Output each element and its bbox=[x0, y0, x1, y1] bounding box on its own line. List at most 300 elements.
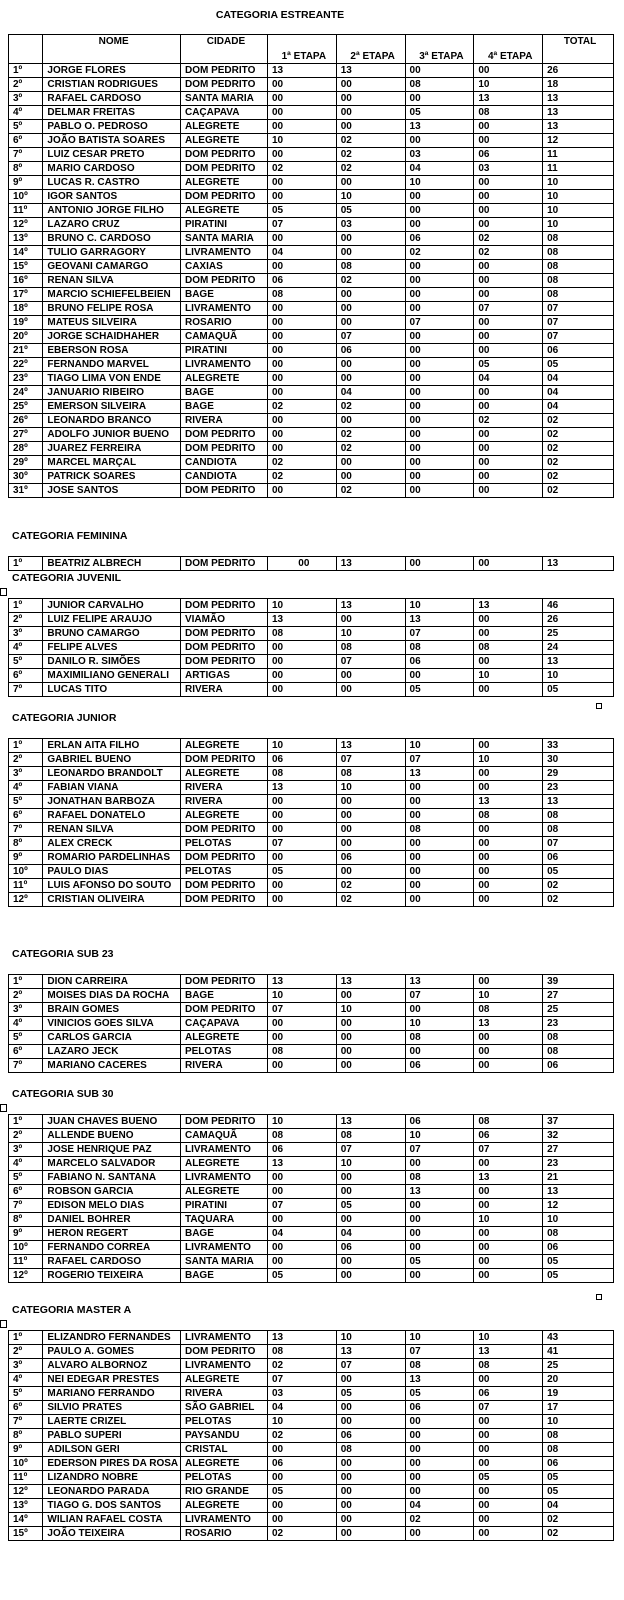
stage4-cell: 00 bbox=[474, 865, 543, 879]
table-row bbox=[9, 1443, 614, 1457]
stage3-cell: 00 bbox=[405, 288, 474, 302]
table-row bbox=[9, 1157, 614, 1171]
total-cell: 10 bbox=[543, 1415, 614, 1429]
table-row bbox=[9, 302, 614, 316]
stage3-cell: 00 bbox=[405, 1527, 474, 1541]
city-cell: BAGE bbox=[180, 989, 267, 1003]
name-cell: LEONARDO BRANDOLT bbox=[43, 767, 181, 781]
position-cell: 1º bbox=[9, 1331, 43, 1345]
category-title: CATEGORIA FEMININA bbox=[12, 530, 128, 542]
total-cell: 33 bbox=[543, 739, 614, 753]
stage3-cell: 10 bbox=[405, 739, 474, 753]
position-cell: 7º bbox=[9, 683, 43, 697]
city-cell: TAQUARA bbox=[180, 1213, 267, 1227]
stage1-cell: 13 bbox=[267, 975, 336, 989]
stage1-cell: 07 bbox=[267, 837, 336, 851]
name-cell: JANUARIO RIBEIRO bbox=[43, 386, 181, 400]
city-cell: CRISTAL bbox=[180, 1443, 267, 1457]
stage4-cell: 00 bbox=[474, 1485, 543, 1499]
stage1-cell: 00 bbox=[267, 1241, 336, 1255]
total-cell: 08 bbox=[543, 260, 614, 274]
position-cell: 7º bbox=[9, 148, 43, 162]
stage2-cell: 00 bbox=[336, 1527, 405, 1541]
stage2-cell: 06 bbox=[336, 1241, 405, 1255]
stage2-cell: 00 bbox=[336, 1499, 405, 1513]
total-cell: 11 bbox=[543, 162, 614, 176]
total-cell: 05 bbox=[543, 1485, 614, 1499]
stage3-cell: 00 bbox=[405, 865, 474, 879]
stage2-cell: 13 bbox=[336, 975, 405, 989]
name-cell: VINICIOS GOES SILVA bbox=[43, 1017, 181, 1031]
stage1-cell: 02 bbox=[267, 1359, 336, 1373]
total-cell: 02 bbox=[543, 470, 614, 484]
stage1-cell: 00 bbox=[267, 1499, 336, 1513]
stage3-cell: 00 bbox=[405, 372, 474, 386]
name-cell: ALVARO ALBORNOZ bbox=[43, 1359, 181, 1373]
stage3-cell: 08 bbox=[405, 823, 474, 837]
total-cell: 02 bbox=[543, 428, 614, 442]
position-cell: 1º bbox=[9, 599, 43, 613]
total-cell: 07 bbox=[543, 837, 614, 851]
stage4-cell: 10 bbox=[474, 753, 543, 767]
stage1-cell: 02 bbox=[267, 456, 336, 470]
name-cell: DANIEL BOHRER bbox=[43, 1213, 181, 1227]
total-cell: 26 bbox=[543, 64, 614, 78]
table-row bbox=[9, 1213, 614, 1227]
name-cell: LIZANDRO NOBRE bbox=[43, 1471, 181, 1485]
stage1-cell: 10 bbox=[267, 989, 336, 1003]
stage4-cell: 08 bbox=[474, 1359, 543, 1373]
name-cell: TIAGO G. DOS SANTOS bbox=[43, 1499, 181, 1513]
total-cell: 02 bbox=[543, 1527, 614, 1541]
table-row bbox=[9, 274, 614, 288]
position-cell: 15º bbox=[9, 260, 43, 274]
position-cell: 13º bbox=[9, 1499, 43, 1513]
total-cell: 18 bbox=[543, 78, 614, 92]
table-row bbox=[9, 557, 614, 571]
table-row bbox=[9, 260, 614, 274]
position-cell: 9º bbox=[9, 1227, 43, 1241]
table-row bbox=[9, 106, 614, 120]
position-cell: 20º bbox=[9, 330, 43, 344]
stage2-cell: 02 bbox=[336, 428, 405, 442]
stage2-cell: 10 bbox=[336, 627, 405, 641]
stage1-cell: 00 bbox=[267, 106, 336, 120]
city-cell: BAGE bbox=[180, 400, 267, 414]
stage2-cell: 00 bbox=[336, 302, 405, 316]
table-row bbox=[9, 1003, 614, 1017]
stage3-cell: 07 bbox=[405, 1143, 474, 1157]
stage4-cell: 00 bbox=[474, 134, 543, 148]
name-cell: TULIO GARRAGORY bbox=[43, 246, 181, 260]
position-cell: 27º bbox=[9, 428, 43, 442]
results-table bbox=[8, 738, 614, 907]
stage3-cell: 08 bbox=[405, 641, 474, 655]
table-row bbox=[9, 78, 614, 92]
stage1-cell: 00 bbox=[267, 1171, 336, 1185]
stage2-cell: 05 bbox=[336, 1387, 405, 1401]
stage2-cell: 07 bbox=[336, 753, 405, 767]
name-cell: PABLO O. PEDROSO bbox=[43, 120, 181, 134]
city-cell: DOM PEDRITO bbox=[180, 1115, 267, 1129]
stage4-cell: 00 bbox=[474, 1527, 543, 1541]
city-cell: ALEGRETE bbox=[180, 204, 267, 218]
stage2-cell: 00 bbox=[336, 683, 405, 697]
total-cell: 20 bbox=[543, 1373, 614, 1387]
table-row bbox=[9, 120, 614, 134]
total-cell: 27 bbox=[543, 1143, 614, 1157]
total-cell: 05 bbox=[543, 1471, 614, 1485]
stage2-cell: 13 bbox=[336, 599, 405, 613]
name-cell: MARCEL MARÇAL bbox=[43, 456, 181, 470]
stage2-cell: 05 bbox=[336, 1199, 405, 1213]
total-cell: 19 bbox=[543, 1387, 614, 1401]
stage3-cell: 00 bbox=[405, 442, 474, 456]
stage3-cell: 00 bbox=[405, 837, 474, 851]
category-title: CATEGORIA MASTER A bbox=[12, 1304, 132, 1316]
city-cell: CAMAQUÃ bbox=[180, 1129, 267, 1143]
stage4-cell: 07 bbox=[474, 1401, 543, 1415]
total-cell: 46 bbox=[543, 599, 614, 613]
stage1-cell: 00 bbox=[267, 795, 336, 809]
name-cell: JOÃO TEIXEIRA bbox=[43, 1527, 181, 1541]
city-cell: VIAMÃO bbox=[180, 613, 267, 627]
stage1-cell: 00 bbox=[267, 1255, 336, 1269]
stage4-cell: 05 bbox=[474, 1471, 543, 1485]
header-e2: 2ª ETAPA bbox=[336, 35, 405, 64]
name-cell: JUAN CHAVES BUENO bbox=[43, 1115, 181, 1129]
position-cell: 29º bbox=[9, 456, 43, 470]
stage3-cell: 06 bbox=[405, 655, 474, 669]
stage4-cell: 00 bbox=[474, 893, 543, 907]
stage2-cell: 00 bbox=[336, 92, 405, 106]
name-cell: FABIANO N. SANTANA bbox=[43, 1171, 181, 1185]
stage3-cell: 00 bbox=[405, 260, 474, 274]
stage1-cell: 00 bbox=[267, 232, 336, 246]
name-cell: MATEUS SILVEIRA bbox=[43, 316, 181, 330]
stage4-cell: 00 bbox=[474, 330, 543, 344]
total-cell: 02 bbox=[543, 414, 614, 428]
stage1-cell: 07 bbox=[267, 1199, 336, 1213]
table-row bbox=[9, 1115, 614, 1129]
city-cell: DOM PEDRITO bbox=[180, 1345, 267, 1359]
stage2-cell: 00 bbox=[336, 316, 405, 330]
stage2-cell: 00 bbox=[336, 1401, 405, 1415]
city-cell: ALEGRETE bbox=[180, 767, 267, 781]
stage1-cell: 00 bbox=[267, 1213, 336, 1227]
total-cell: 04 bbox=[543, 400, 614, 414]
total-cell: 08 bbox=[543, 1045, 614, 1059]
table-row bbox=[9, 1359, 614, 1373]
stage1-cell: 00 bbox=[267, 414, 336, 428]
stage3-cell: 04 bbox=[405, 1499, 474, 1513]
table-row bbox=[9, 1331, 614, 1345]
position-cell: 26º bbox=[9, 414, 43, 428]
stage3-cell: 00 bbox=[405, 218, 474, 232]
table-row bbox=[9, 975, 614, 989]
name-cell: MARIO CARDOSO bbox=[43, 162, 181, 176]
name-cell: EDERSON PIRES DA ROSA bbox=[43, 1457, 181, 1471]
stage4-cell: 00 bbox=[474, 1513, 543, 1527]
total-cell: 04 bbox=[543, 386, 614, 400]
header-e3: 3ª ETAPA bbox=[405, 35, 474, 64]
stage4-cell: 00 bbox=[474, 428, 543, 442]
name-cell: JOSE HENRIQUE PAZ bbox=[43, 1143, 181, 1157]
stage1-cell: 00 bbox=[267, 1031, 336, 1045]
stage3-cell: 05 bbox=[405, 683, 474, 697]
category-title: CATEGORIA SUB 23 bbox=[12, 948, 114, 960]
stage2-cell: 13 bbox=[336, 64, 405, 78]
name-cell: ALEX CRECK bbox=[43, 837, 181, 851]
total-cell: 13 bbox=[543, 120, 614, 134]
city-cell: CANDIOTA bbox=[180, 470, 267, 484]
stage1-cell: 00 bbox=[267, 1185, 336, 1199]
stage3-cell: 00 bbox=[405, 795, 474, 809]
stage3-cell: 07 bbox=[405, 627, 474, 641]
table-row bbox=[9, 1527, 614, 1541]
stage1-cell: 00 bbox=[267, 1471, 336, 1485]
total-cell: 04 bbox=[543, 1499, 614, 1513]
position-cell: 4º bbox=[9, 641, 43, 655]
table-row bbox=[9, 1185, 614, 1199]
stage2-cell: 08 bbox=[336, 1443, 405, 1457]
stage4-cell: 00 bbox=[474, 470, 543, 484]
stage1-cell: 13 bbox=[267, 613, 336, 627]
total-cell: 25 bbox=[543, 1003, 614, 1017]
stage4-cell: 08 bbox=[474, 641, 543, 655]
city-cell: DOM PEDRITO bbox=[180, 879, 267, 893]
stage3-cell: 04 bbox=[405, 162, 474, 176]
stage3-cell: 05 bbox=[405, 106, 474, 120]
stage3-cell: 10 bbox=[405, 1129, 474, 1143]
city-cell: DOM PEDRITO bbox=[180, 655, 267, 669]
stage2-cell: 00 bbox=[336, 78, 405, 92]
stage4-cell: 00 bbox=[474, 1415, 543, 1429]
stage4-cell: 08 bbox=[474, 106, 543, 120]
position-cell: 17º bbox=[9, 288, 43, 302]
table-row bbox=[9, 781, 614, 795]
table-row bbox=[9, 1199, 614, 1213]
stage2-cell: 08 bbox=[336, 260, 405, 274]
stage1-cell: 00 bbox=[267, 1443, 336, 1457]
total-cell: 05 bbox=[543, 1255, 614, 1269]
stage1-cell: 02 bbox=[267, 400, 336, 414]
stage1-cell: 00 bbox=[267, 1513, 336, 1527]
city-cell: RIVERA bbox=[180, 795, 267, 809]
name-cell: NEI EDEGAR PRESTES bbox=[43, 1373, 181, 1387]
stage2-cell: 00 bbox=[336, 1045, 405, 1059]
name-cell: EBERSON ROSA bbox=[43, 344, 181, 358]
name-cell: LUCAS TITO bbox=[43, 683, 181, 697]
stage1-cell: 02 bbox=[267, 470, 336, 484]
total-cell: 10 bbox=[543, 218, 614, 232]
city-cell: RIO GRANDE bbox=[180, 1485, 267, 1499]
total-cell: 02 bbox=[543, 442, 614, 456]
stage3-cell: 00 bbox=[405, 1471, 474, 1485]
stage3-cell: 10 bbox=[405, 176, 474, 190]
stage1-cell: 07 bbox=[267, 1373, 336, 1387]
table-row bbox=[9, 627, 614, 641]
position-cell: 28º bbox=[9, 442, 43, 456]
stage2-cell: 00 bbox=[336, 246, 405, 260]
stage1-cell: 00 bbox=[267, 190, 336, 204]
position-cell: 2º bbox=[9, 1345, 43, 1359]
total-cell: 04 bbox=[543, 372, 614, 386]
stage3-cell: 00 bbox=[405, 1157, 474, 1171]
table-row bbox=[9, 1387, 614, 1401]
city-cell: ALEGRETE bbox=[180, 1457, 267, 1471]
position-cell: 4º bbox=[9, 1373, 43, 1387]
name-cell: RENAN SILVA bbox=[43, 823, 181, 837]
stage3-cell: 13 bbox=[405, 1185, 474, 1199]
stage3-cell: 00 bbox=[405, 92, 474, 106]
stage2-cell: 10 bbox=[336, 781, 405, 795]
stage3-cell: 00 bbox=[405, 851, 474, 865]
table-row bbox=[9, 428, 614, 442]
position-cell: 7º bbox=[9, 1059, 43, 1073]
results-table bbox=[8, 1330, 614, 1541]
stage3-cell: 00 bbox=[405, 134, 474, 148]
city-cell: RIVERA bbox=[180, 1059, 267, 1073]
city-cell: PELOTAS bbox=[180, 1045, 267, 1059]
name-cell: LUCAS R. CASTRO bbox=[43, 176, 181, 190]
category-title: CATEGORIA SUB 30 bbox=[12, 1088, 114, 1100]
stage4-cell: 00 bbox=[474, 627, 543, 641]
stage1-cell: 08 bbox=[267, 1345, 336, 1359]
stage2-cell: 00 bbox=[336, 669, 405, 683]
stage4-cell: 07 bbox=[474, 1143, 543, 1157]
stage4-cell: 02 bbox=[474, 246, 543, 260]
position-cell: 1º bbox=[9, 1115, 43, 1129]
city-cell: DOM PEDRITO bbox=[180, 484, 267, 498]
table-row bbox=[9, 1143, 614, 1157]
position-cell: 1º bbox=[9, 557, 43, 571]
stage2-cell: 04 bbox=[336, 1227, 405, 1241]
name-cell: ALLENDE BUENO bbox=[43, 1129, 181, 1143]
position-cell: 11º bbox=[9, 879, 43, 893]
stage4-cell: 00 bbox=[474, 386, 543, 400]
stage2-cell: 00 bbox=[336, 456, 405, 470]
stage4-cell: 00 bbox=[474, 1241, 543, 1255]
stage3-cell: 10 bbox=[405, 1331, 474, 1345]
table-row bbox=[9, 1373, 614, 1387]
total-cell: 08 bbox=[543, 1443, 614, 1457]
city-cell: ALEGRETE bbox=[180, 134, 267, 148]
position-cell: 8º bbox=[9, 837, 43, 851]
city-cell: CAXIAS bbox=[180, 260, 267, 274]
position-cell: 2º bbox=[9, 613, 43, 627]
city-cell: DOM PEDRITO bbox=[180, 274, 267, 288]
stage2-cell: 08 bbox=[336, 767, 405, 781]
stage1-cell: 06 bbox=[267, 753, 336, 767]
total-cell: 07 bbox=[543, 302, 614, 316]
total-cell: 08 bbox=[543, 1227, 614, 1241]
city-cell: SANTA MARIA bbox=[180, 92, 267, 106]
total-cell: 37 bbox=[543, 1115, 614, 1129]
stage1-cell: 13 bbox=[267, 781, 336, 795]
stage3-cell: 00 bbox=[405, 557, 474, 571]
table-row bbox=[9, 823, 614, 837]
table-row bbox=[9, 246, 614, 260]
position-cell: 3º bbox=[9, 627, 43, 641]
table-row bbox=[9, 148, 614, 162]
position-cell: 23º bbox=[9, 372, 43, 386]
name-cell: RAFAEL DONATELO bbox=[43, 809, 181, 823]
stage1-cell: 00 bbox=[267, 358, 336, 372]
name-cell: MARIANO CACERES bbox=[43, 1059, 181, 1073]
position-cell: 24º bbox=[9, 386, 43, 400]
table-row bbox=[9, 134, 614, 148]
stage3-cell: 00 bbox=[405, 302, 474, 316]
city-cell: ALEGRETE bbox=[180, 120, 267, 134]
table-row bbox=[9, 879, 614, 893]
stage1-cell: 00 bbox=[267, 641, 336, 655]
stage4-cell: 00 bbox=[474, 1185, 543, 1199]
category-title: CATEGORIA JUNIOR bbox=[12, 712, 117, 724]
stage2-cell: 00 bbox=[336, 120, 405, 134]
position-cell: 10º bbox=[9, 190, 43, 204]
table-row bbox=[9, 767, 614, 781]
header-e1: 1ª ETAPA bbox=[267, 35, 336, 64]
stage2-cell: 00 bbox=[336, 1471, 405, 1485]
total-cell: 10 bbox=[543, 190, 614, 204]
name-cell: CRISTIAN RODRIGUES bbox=[43, 78, 181, 92]
position-cell: 2º bbox=[9, 753, 43, 767]
city-cell: DOM PEDRITO bbox=[180, 428, 267, 442]
stage1-cell: 00 bbox=[267, 879, 336, 893]
stage2-cell: 10 bbox=[336, 190, 405, 204]
city-cell: ALEGRETE bbox=[180, 739, 267, 753]
stage1-cell: 00 bbox=[267, 893, 336, 907]
position-cell: 10º bbox=[9, 865, 43, 879]
city-cell: BAGE bbox=[180, 386, 267, 400]
stage1-cell: 13 bbox=[267, 64, 336, 78]
name-cell: ADILSON GERI bbox=[43, 1443, 181, 1457]
stage2-cell: 00 bbox=[336, 372, 405, 386]
stage3-cell: 03 bbox=[405, 148, 474, 162]
name-cell: BRUNO CAMARGO bbox=[43, 627, 181, 641]
stage4-cell: 13 bbox=[474, 599, 543, 613]
stage3-cell: 10 bbox=[405, 599, 474, 613]
table-row bbox=[9, 442, 614, 456]
name-cell: MARCELO SALVADOR bbox=[43, 1157, 181, 1171]
name-cell: LEONARDO PARADA bbox=[43, 1485, 181, 1499]
stage3-cell: 08 bbox=[405, 1031, 474, 1045]
table-row bbox=[9, 1129, 614, 1143]
stage4-cell: 00 bbox=[474, 879, 543, 893]
total-cell: 13 bbox=[543, 106, 614, 120]
stage2-cell: 13 bbox=[336, 1115, 405, 1129]
table-row bbox=[9, 414, 614, 428]
total-cell: 08 bbox=[543, 232, 614, 246]
stage2-cell: 02 bbox=[336, 162, 405, 176]
table-row bbox=[9, 1513, 614, 1527]
stage2-cell: 00 bbox=[336, 358, 405, 372]
table-row bbox=[9, 386, 614, 400]
stage3-cell: 00 bbox=[405, 386, 474, 400]
stage4-cell: 00 bbox=[474, 204, 543, 218]
total-cell: 08 bbox=[543, 288, 614, 302]
position-cell: 4º bbox=[9, 1017, 43, 1031]
stage4-cell: 00 bbox=[474, 288, 543, 302]
city-cell: PAYSANDU bbox=[180, 1429, 267, 1443]
table-row bbox=[9, 358, 614, 372]
stage4-cell: 00 bbox=[474, 64, 543, 78]
stage1-cell: 10 bbox=[267, 134, 336, 148]
stage2-cell: 02 bbox=[336, 274, 405, 288]
table-row bbox=[9, 683, 614, 697]
table-anchor-marker bbox=[0, 1320, 7, 1328]
